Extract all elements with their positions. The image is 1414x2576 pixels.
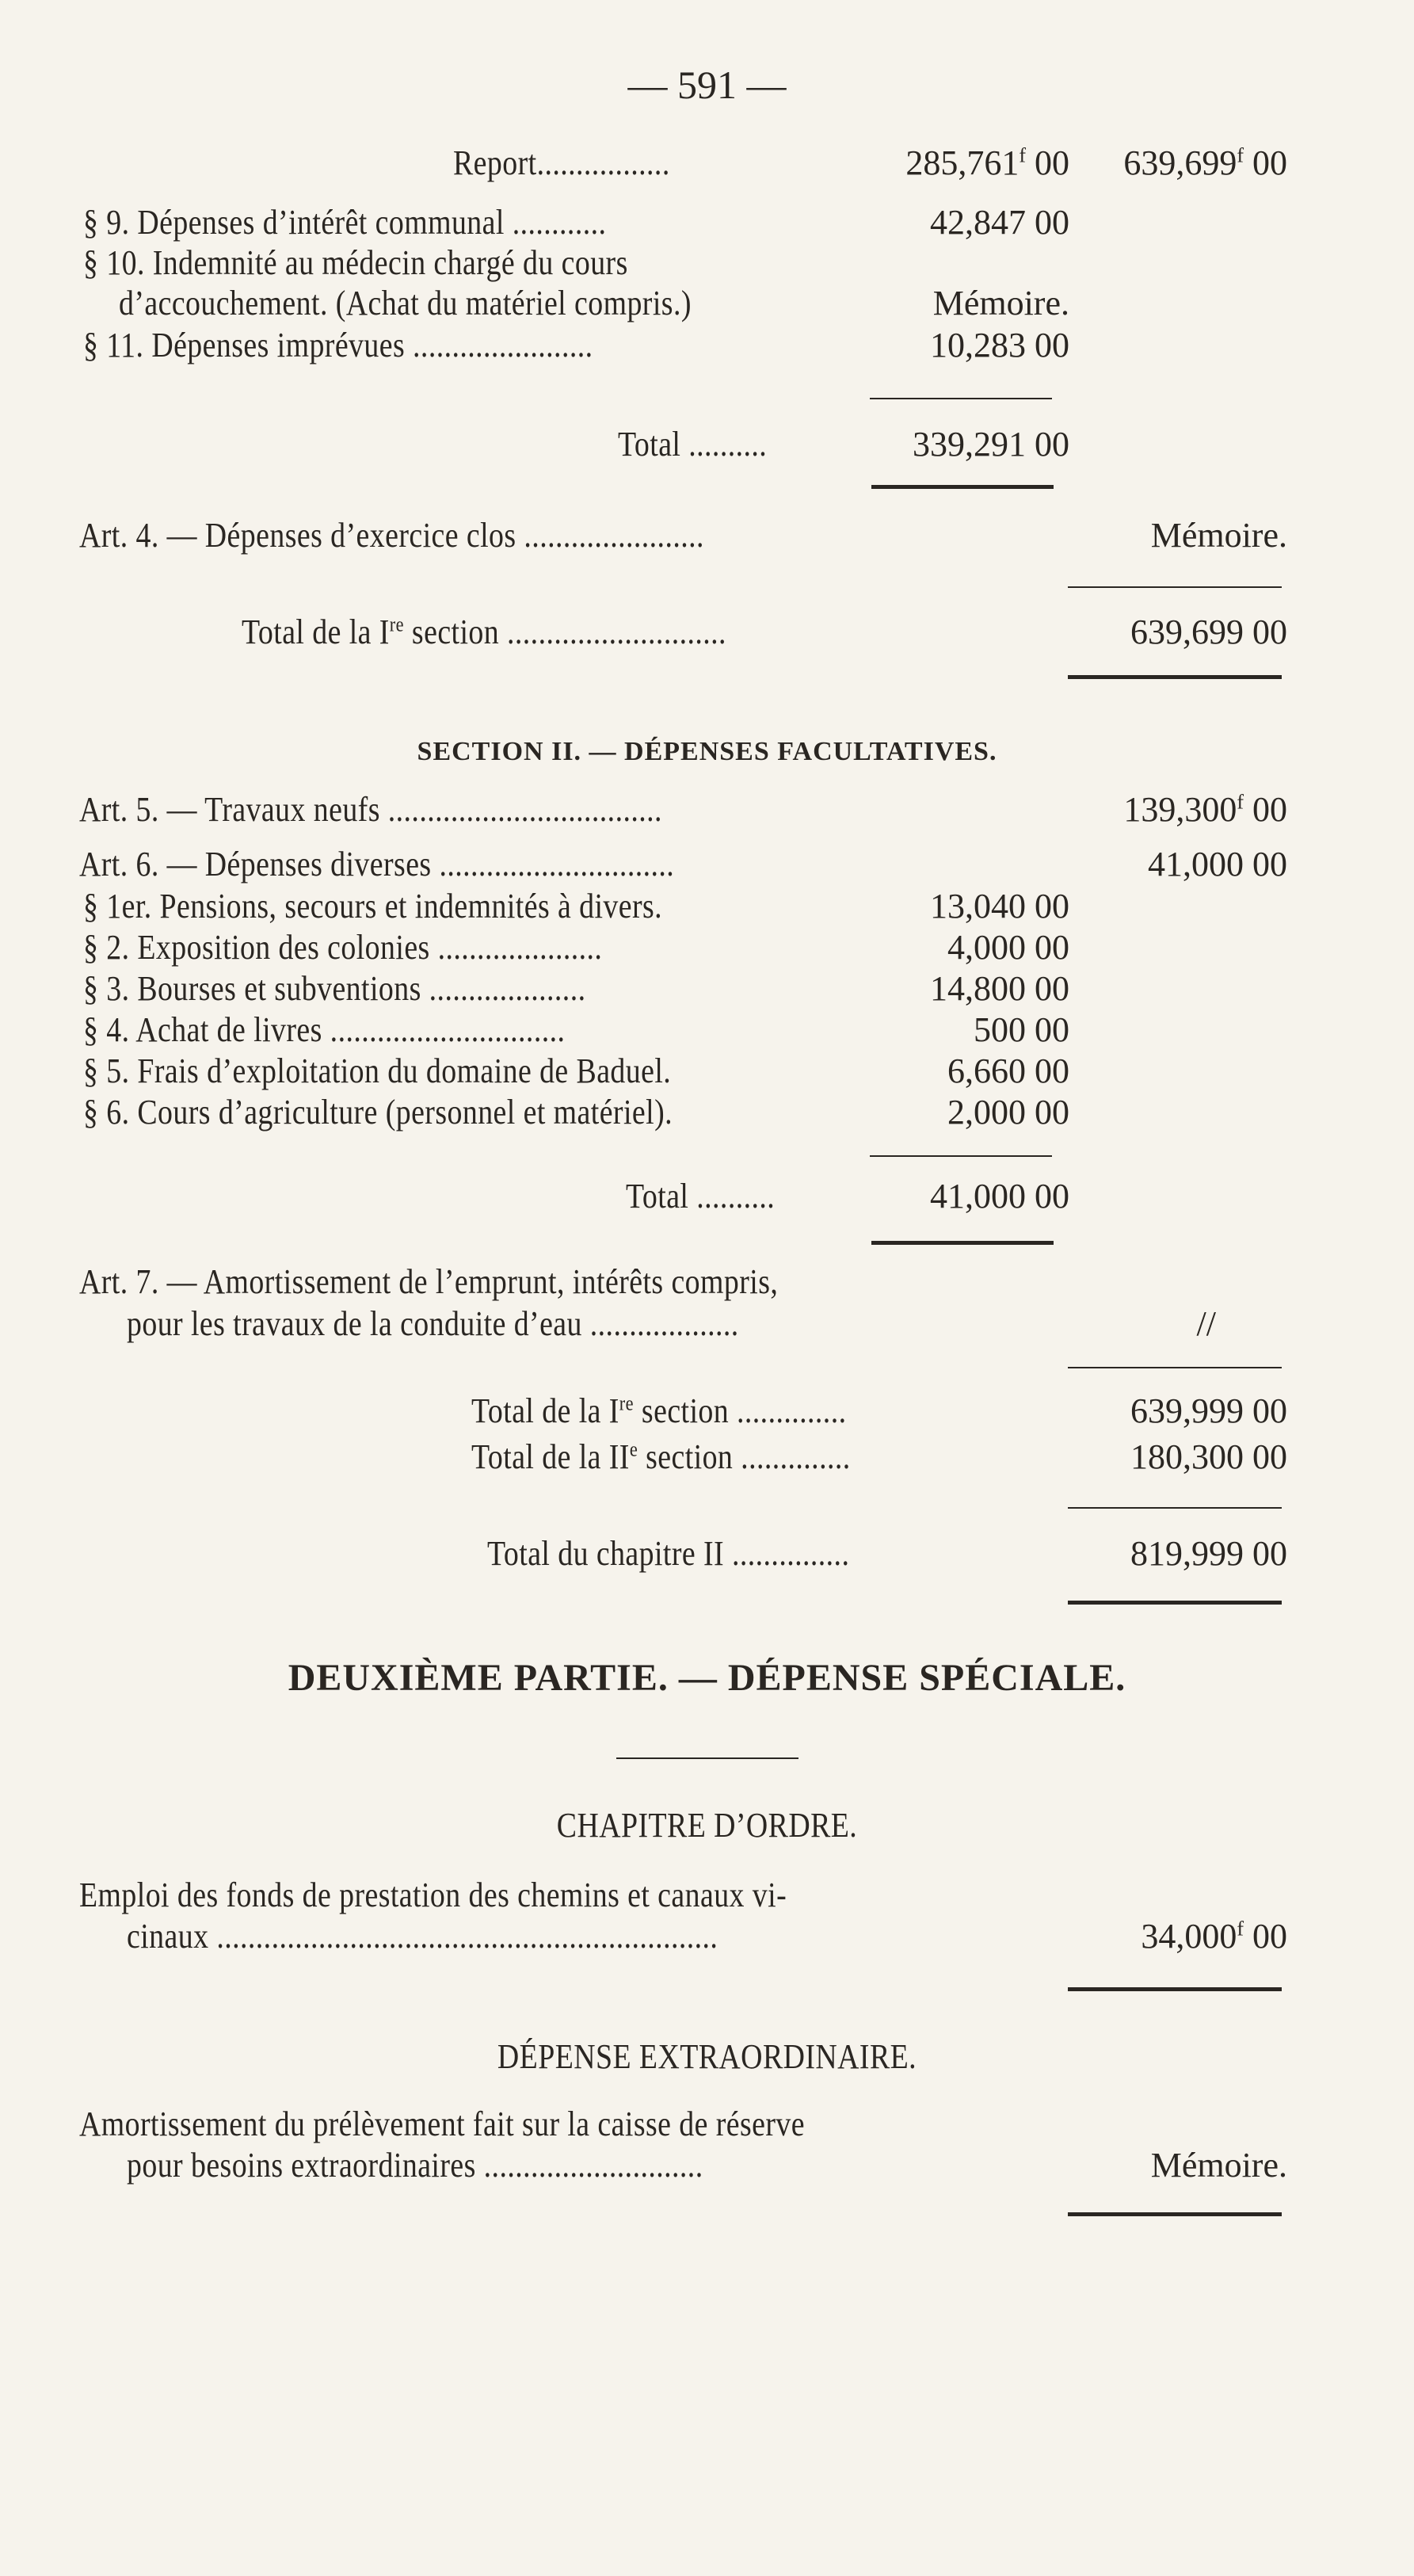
item-b-amount: 14,800 00 — [930, 969, 1069, 1008]
item-a-amount: 42,847 00 — [930, 203, 1069, 242]
divider — [1068, 1507, 1282, 1509]
chapitre-ordre-heading: CHAPITRE D’ORDRE. — [556, 1806, 858, 1845]
item-b-label: § 1er. Pensions, secours et indemnités à divers. — [83, 887, 663, 925]
item-b-amount: 500 00 — [974, 1010, 1069, 1049]
total-a-amount: 339,291 00 — [913, 425, 1069, 464]
total-section1-again-label: Total de la Ire section .............. — [471, 1391, 847, 1430]
art7-line1: Art. 7. — Amortissement de l’emprunt, intérêts compris, — [79, 1262, 779, 1301]
art4-label: Art. 4. — Dépenses d’exercice clos ....................... — [79, 516, 704, 555]
divider — [870, 1155, 1052, 1157]
amortissement-line2: pour besoins extraordinaires ............................ — [127, 2146, 703, 2185]
total-section1-again-amount: 639,999 00 — [1130, 1391, 1287, 1430]
part2-heading: DEUXIÈME PARTIE. — DÉPENSE SPÉCIALE. — [288, 1657, 1126, 1699]
page-number: — 591 — — [627, 63, 787, 107]
item-b-amount: 6,660 00 — [947, 1051, 1069, 1090]
item-b-label: § 5. Frais d’exploitation du domaine de Baduel. — [83, 1051, 672, 1090]
total-chapter-label: Total du chapitre II ............... — [487, 1534, 850, 1573]
depense-extra-heading: DÉPENSE EXTRAORDINAIRE. — [497, 2037, 917, 2076]
art7-line2: pour les travaux de la conduite d’eau ................... — [127, 1304, 739, 1343]
report-col2: 639,699$^f$ 00 — [1123, 143, 1287, 182]
report-col1: 285,761$^f$ 00 — [905, 143, 1069, 182]
item-a-label: d’accouchement. (Achat du matériel compris.) — [119, 284, 692, 322]
art5-amount: 139,300$^f$ 00 — [1123, 790, 1287, 829]
total-section1-amount: 639,699 00 — [1130, 613, 1287, 651]
divider — [871, 1241, 1054, 1245]
divider — [1068, 1601, 1282, 1605]
divider — [871, 485, 1054, 489]
total-section2-label: Total de la IIe section .............. — [471, 1437, 851, 1476]
total-a-label: Total .......... — [618, 425, 768, 464]
divider — [616, 1757, 798, 1759]
total-section2-amount: 180,300 00 — [1130, 1437, 1287, 1476]
section2-heading: SECTION II. — DÉPENSES FACULTATIVES. — [417, 737, 997, 766]
amortissement-amount: Mémoire. — [1150, 2146, 1287, 2185]
item-a-label: § 9. Dépenses d’intérêt communal ............ — [83, 203, 607, 242]
art6-amount: 41,000 00 — [1148, 845, 1287, 883]
divider — [870, 398, 1052, 399]
emploi-amount: 34,000$^f$ 00 — [1141, 1917, 1287, 1956]
divider — [1068, 2212, 1282, 2216]
item-a-amount: Mémoire. — [932, 284, 1069, 322]
art7-amount: // — [1196, 1304, 1216, 1343]
item-b-label: § 3. Bourses et subventions .................... — [83, 969, 586, 1008]
total-chapter-amount: 819,999 00 — [1130, 1534, 1287, 1573]
item-b-amount: 13,040 00 — [930, 887, 1069, 925]
item-b-amount: 4,000 00 — [947, 928, 1069, 967]
report-label: Report................. — [453, 143, 670, 182]
art5-label: Art. 5. — Travaux neufs ................................... — [79, 790, 662, 829]
item-b-amount: 2,000 00 — [947, 1093, 1069, 1132]
emploi-line2: cinaux ................................................................ — [127, 1917, 718, 1956]
total-section1-label: Total de la Ire section ............................ — [242, 613, 726, 651]
divider — [1068, 586, 1282, 588]
item-a-amount: 10,283 00 — [930, 326, 1069, 364]
total-b-amount: 41,000 00 — [930, 1177, 1069, 1215]
item-b-label: § 6. Cours d’agriculture (personnel et matériel). — [83, 1093, 673, 1132]
total-b-label: Total .......... — [626, 1177, 776, 1215]
item-b-label: § 4. Achat de livres .............................. — [83, 1010, 566, 1049]
divider — [1068, 1987, 1282, 1991]
art6-label: Art. 6. — Dépenses diverses .............................. — [79, 845, 675, 883]
amortissement-line1: Amortissement du prélèvement fait sur la caisse de réserve — [79, 2105, 805, 2143]
emploi-line1: Emploi des fonds de prestation des chemins et canaux vi- — [79, 1876, 787, 1914]
divider — [1068, 675, 1282, 679]
item-b-label: § 2. Exposition des colonies ..................... — [83, 928, 603, 967]
art4-amount: Mémoire. — [1150, 516, 1287, 555]
item-a-label: § 11. Dépenses imprévues ....................... — [83, 326, 593, 364]
item-a-label: § 10. Indemnité au médecin chargé du cours — [83, 243, 628, 282]
divider — [1068, 1367, 1282, 1368]
